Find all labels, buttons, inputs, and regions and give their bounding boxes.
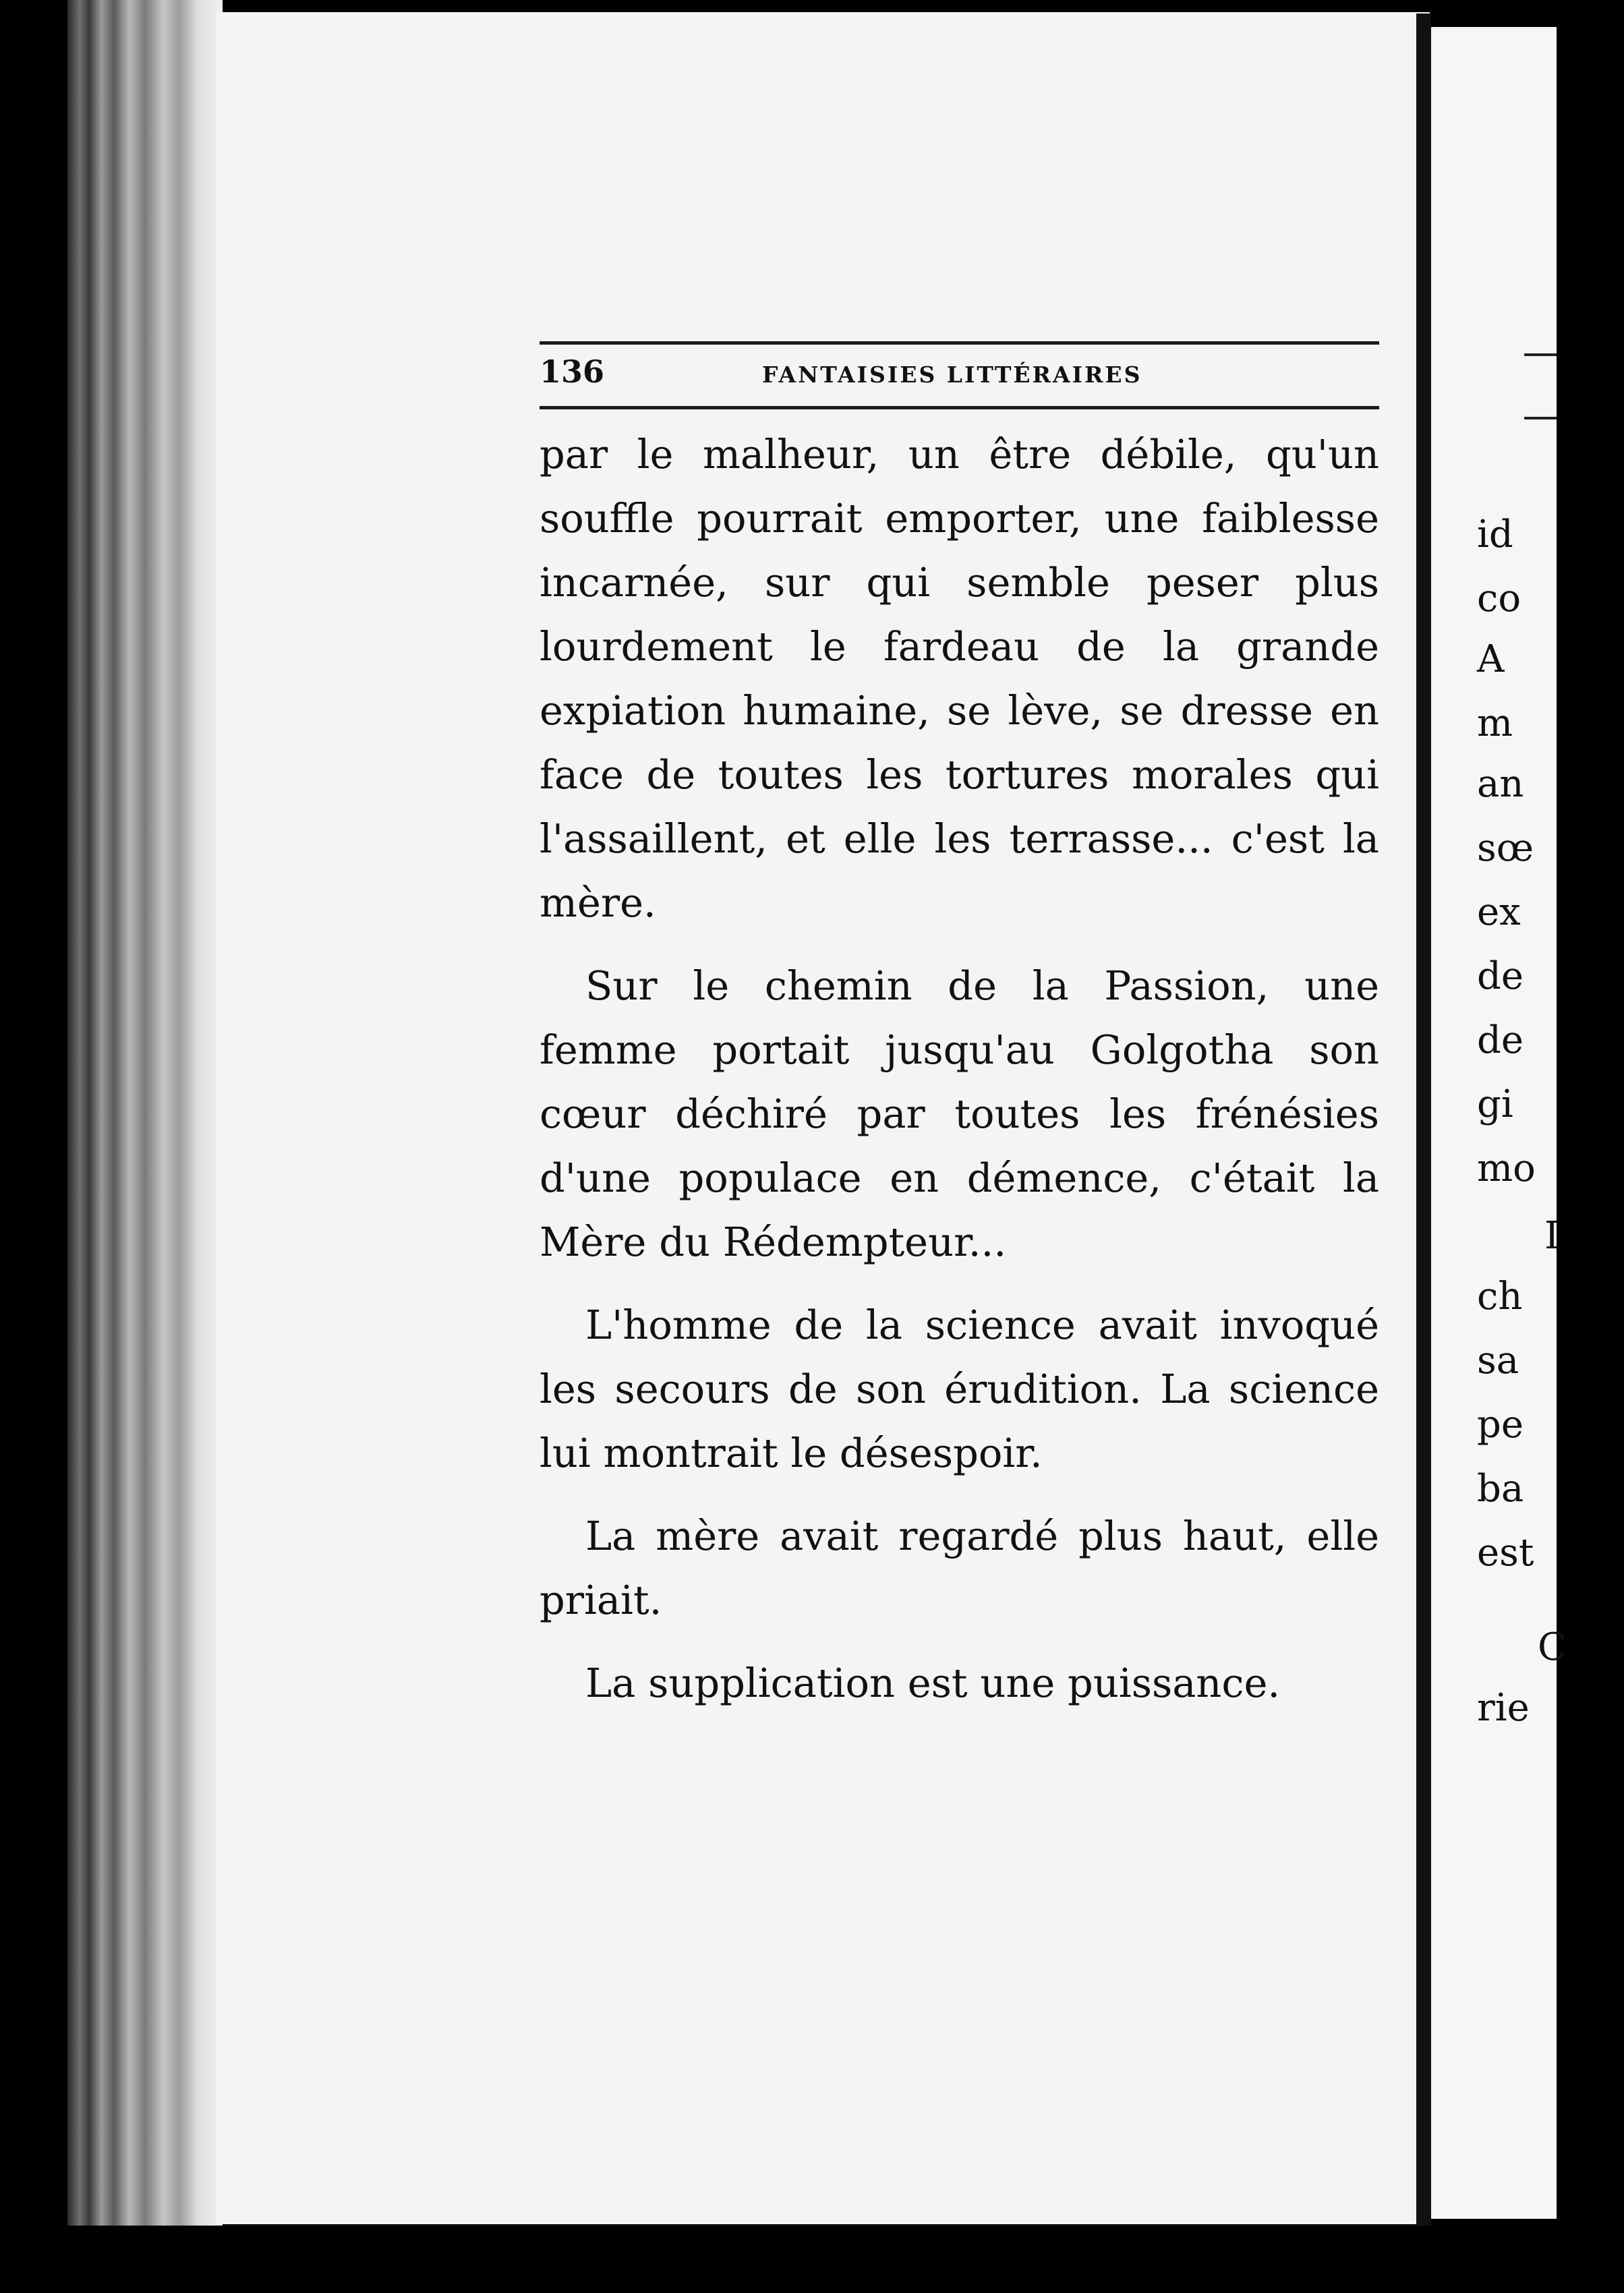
header-rule-bottom (540, 406, 1379, 409)
facing-page-fragment: C (1538, 1625, 1567, 1669)
facing-page-fragment: rie (1477, 1686, 1530, 1730)
facing-page-fragment: I (1544, 1214, 1560, 1258)
body-text (540, 422, 1379, 1734)
page-number: 136 (540, 353, 605, 390)
gutter (1416, 13, 1431, 2226)
bottom-border (0, 2226, 1557, 2293)
facing-page-fragment: id (1477, 513, 1513, 556)
facing-page-fragment: an (1477, 762, 1524, 806)
facing-page-fragment: est (1477, 1531, 1534, 1575)
page-edges (67, 0, 223, 2226)
facing-page-rule (1524, 353, 1557, 356)
header-rule-top (540, 341, 1379, 345)
facing-page-fragment: A (1477, 637, 1505, 681)
page-header (540, 341, 1379, 409)
facing-page-fragment: mo (1477, 1146, 1536, 1190)
paragraph: L'homme de la science avait invoqué les secours de son érudition. La science lui montrait le désespoir. (540, 1302, 1379, 1476)
running-title: FANTAISIES LITTÉRAIRES (762, 361, 1142, 388)
facing-page-fragment: gi (1477, 1082, 1513, 1126)
paragraph: par le malheur, un être débile, qu'un souffle pourrait emporter, une faiblesse incarnée, sur qui semble peser plus lourdement le fardeau de la grande expiation humaine, se lève, se dresse en face de toutes les tortures morales qui l'assaillent, et elle les terrasse... c'est la mère. (540, 431, 1379, 926)
facing-page-fragment: ch (1477, 1275, 1523, 1318)
facing-page-fragment: sa (1477, 1339, 1519, 1383)
facing-page-fragment: ba (1477, 1467, 1524, 1511)
paragraph: Sur le chemin de la Passion, une femme portait jusqu'au Golgotha son cœur déchiré par toutes les frénésies d'une populace en démence, c'était la Mère du Rédempteur... (540, 962, 1379, 1265)
facing-page-fragment: sœ (1477, 826, 1534, 870)
facing-page-fragment: de (1477, 1018, 1524, 1062)
facing-page-rule (1524, 417, 1557, 419)
paragraph: La mère avait regardé plus haut, elle priait. (540, 1513, 1379, 1623)
facing-page-fragment: ex (1477, 890, 1521, 934)
facing-page-fragment: pe (1477, 1403, 1524, 1447)
facing-page-fragment: m (1477, 701, 1513, 745)
paragraph: La supplication est une puissance. (585, 1660, 1281, 1706)
facing-page-fragment: de (1477, 954, 1524, 998)
facing-page-fragment: co (1477, 577, 1521, 620)
